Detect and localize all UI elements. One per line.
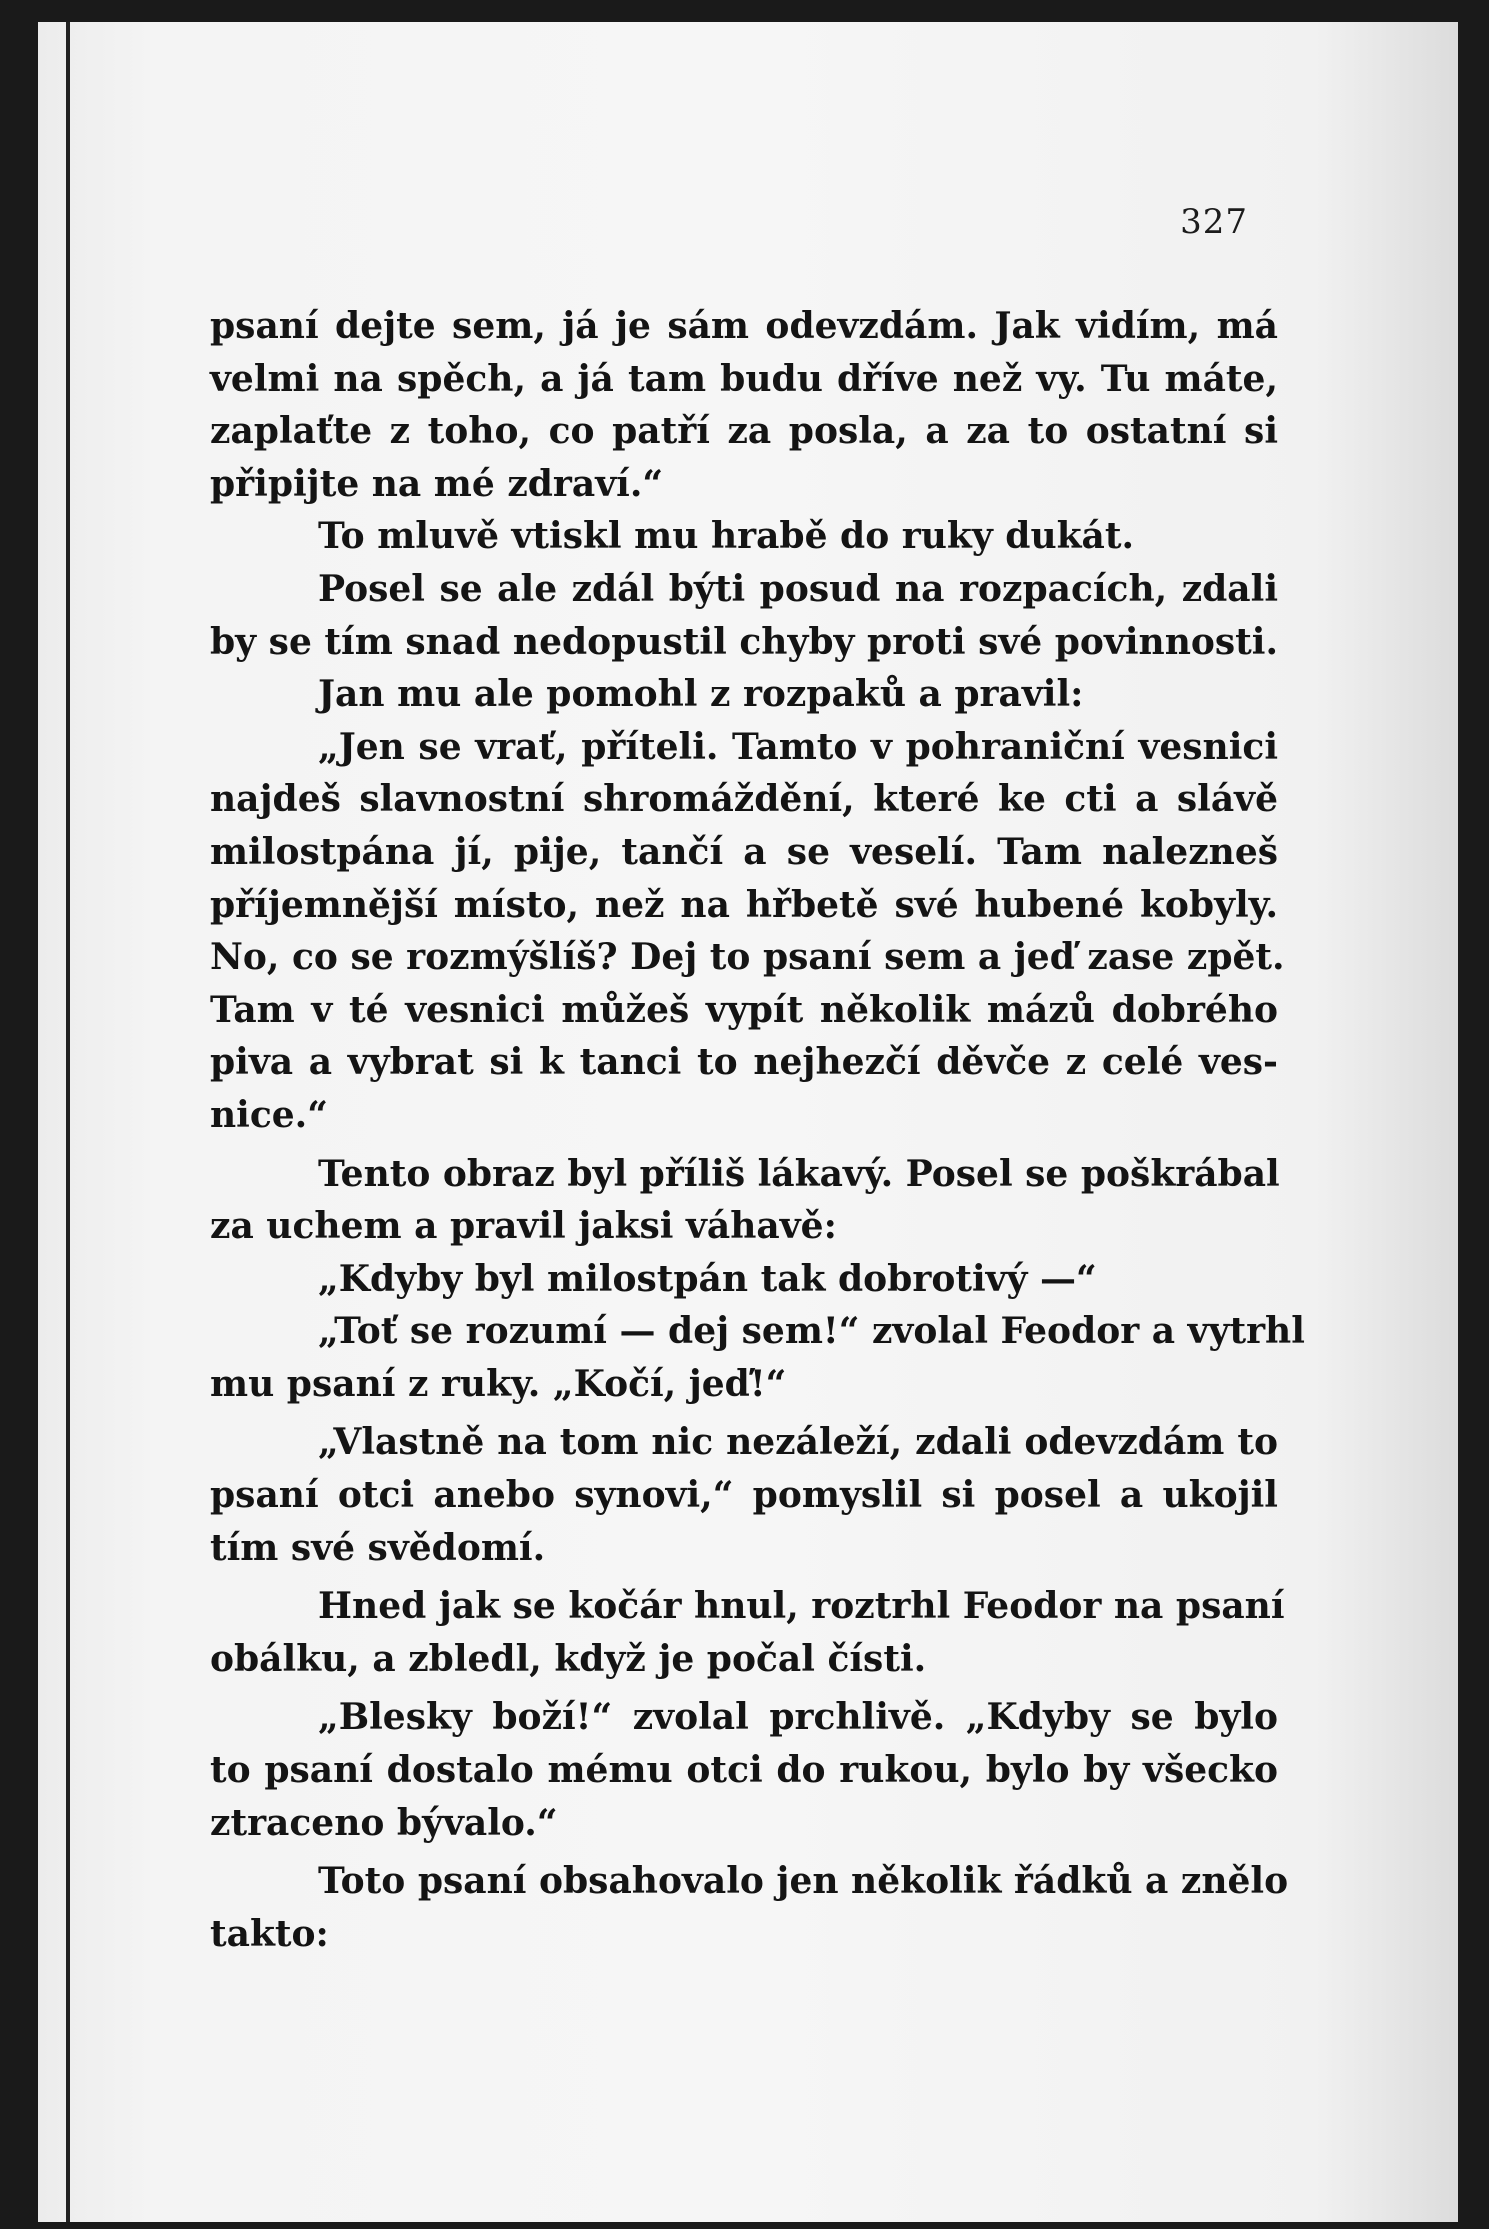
- text-line: „Jen se vrať, příteli. Tamto v pohraniční vesnici: [318, 725, 1278, 768]
- text-line: by se tím snad nedopustil chyby proti své povinnosti.: [210, 620, 1278, 663]
- text-line: Tento obraz byl příliš lákavý. Posel se poškrábal: [318, 1152, 1280, 1195]
- text-line: „Blesky boží!“ zvolal prchlivě. „Kdyby se bylo: [318, 1696, 1278, 1739]
- text-line: Hned jak se kočár hnul, roztrhl Feodor na psaní: [318, 1585, 1285, 1628]
- page-number: 327: [1180, 202, 1248, 242]
- text-line: připijte na mé zdraví.“: [210, 462, 664, 505]
- text-line: příjemnější místo, než na hřbetě své hubené kobyly.: [210, 883, 1278, 926]
- text-line: najdeš slavnostní shromáždění, které ke cti a slávě: [210, 778, 1278, 821]
- text-line: Toto psaní obsahovalo jen několik řádků a znělo: [318, 1860, 1289, 1903]
- text-line: piva a vybrat si k tanci to nejhezčí děvče z celé ves-: [210, 1041, 1278, 1084]
- text-line: „Toť se rozumí — dej sem!“ zvolal Feodor a vytrhl: [318, 1310, 1305, 1353]
- text-line: psaní otci anebo synovi,“ pomyslil si posel a ukojil: [210, 1474, 1278, 1517]
- book-page: [38, 22, 1458, 2222]
- text-line: psaní dejte sem, já je sám odevzdám. Jak vidím, má: [210, 305, 1278, 347]
- text-line: to psaní dostalo mému otci do rukou, bylo by všecko: [210, 1749, 1278, 1792]
- text-line: tím své svědomí.: [210, 1526, 546, 1569]
- text-line: mu psaní z ruky. „Kočí, jeď!“: [210, 1362, 787, 1405]
- text-line: „Vlastně na tom nic nezáleží, zdali odevzdám to: [318, 1421, 1278, 1464]
- text-line: nice.“: [210, 1093, 328, 1136]
- text-line: ztraceno bývalo.“: [210, 1801, 558, 1844]
- text-line: zaplaťte z toho, co patří za posla, a za to ostatní si: [210, 410, 1278, 453]
- text-line: za uchem a pravil jaksi váhavě:: [210, 1205, 837, 1248]
- text-line: No, co se rozmýšlíš? Dej to psaní sem a jeď zase zpět.: [210, 936, 1285, 979]
- text-line: Tam v té vesnici můžeš vypít několik mázů dobrého: [210, 988, 1278, 1031]
- text-line: milostpána jí, pije, tančí a se veselí. Tam nalezneš: [210, 830, 1278, 873]
- text-line: takto:: [210, 1912, 329, 1955]
- text-line: velmi na spěch, a já tam budu dříve než vy. Tu máte,: [210, 357, 1278, 400]
- text-line: „Kdyby byl milostpán tak dobrotivý —“: [318, 1257, 1097, 1300]
- body-text: [210, 300, 1305, 1960]
- text-line: Jan mu ale pomohl z rozpaků a pravil:: [318, 673, 1084, 716]
- text-line: obálku, a zbledl, když je počal čísti.: [210, 1637, 927, 1680]
- text-line: To mluvě vtiskl mu hrabě do ruky dukát.: [318, 515, 1135, 558]
- binding-edge: [66, 22, 70, 2222]
- text-line: Posel se ale zdál býti posud na rozpacích, zdali: [318, 567, 1278, 610]
